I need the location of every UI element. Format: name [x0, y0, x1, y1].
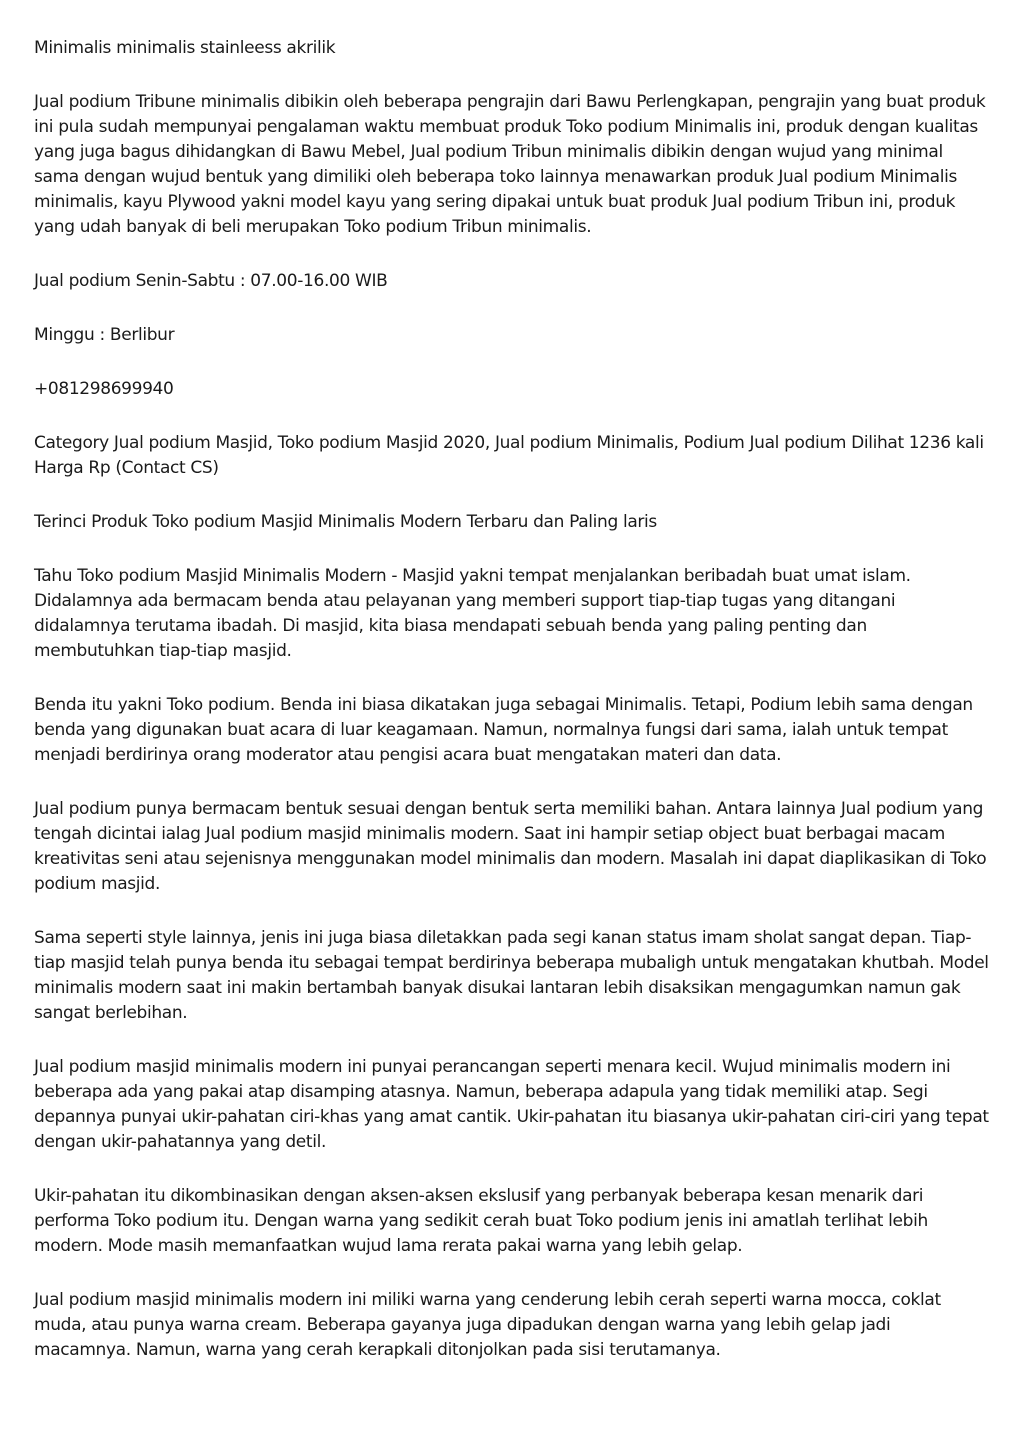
document-title-line: Minimalis minimalis stainleess akrilik [34, 38, 336, 58]
paragraph-body: Sama seperti style lainnya, jenis ini juga biasa diletakkan pada segi kanan status imam sholat sangat depan. Tiap-tiap masjid telah punya benda itu sebagai tempat berdirinya beberapa mubaligh untuk mengatakan khutbah. Model minimalis modern saat ini makin bertambah banyak disukai lantaran lebih disaksikan mengagumkan namun gak sangat berlebihan. [34, 928, 989, 1023]
paragraph-body: Tahu Toko podium Masjid Minimalis Modern - Masjid yakni tempat menjalankan beribadah buat umat islam. Didalamnya ada bermacam benda atau pelayanan yang memberi support tiap-tiap tugas yang ditangani didalamnya terutama ibadah. Di masjid, kita biasa mendapati sebuah benda yang paling penting dan membutuhkan tiap-tiap masjid. [34, 566, 911, 661]
category-line: Category Jual podium Masjid, Toko podium Masjid 2020, Jual podium Minimalis, Podium Jual podium Dilihat 1236 kali Harga Rp (Contact CS) [34, 433, 984, 478]
paragraph-body: Jual podium masjid minimalis modern ini punyai perancangan seperti menara kecil. Wujud minimalis modern ini beberapa ada yang pakai atap disamping atasnya. Namun, beberapa adapula yang tidak memiliki atap. Segi depannya punyai ukir-pahatan ciri-khas yang amat cantik. Ukir-pahatan itu biasanya ukir-pahatan ciri-ciri yang tepat dengan ukir-pahatannya yang detil. [34, 1057, 989, 1152]
section-heading: Terinci Produk Toko podium Masjid Minimalis Modern Terbaru dan Paling laris [34, 512, 657, 532]
phone-number: +081298699940 [34, 379, 174, 399]
paragraph-body: Jual podium masjid minimalis modern ini miliki warna yang cenderung lebih cerah seperti warna mocca, coklat muda, atau punya warna cream. Beberapa gayanya juga dipadukan dengan warna yang lebih gelap jadi macamnya. Namun, warna yang cerah kerapkali ditonjolkan pada sisi terutamanya. [34, 1290, 941, 1360]
paragraph-body: Jual podium punya bermacam bentuk sesuai dengan bentuk serta memiliki bahan. Antara lainnya Jual podium yang tengah dicintai ialag Jual podium masjid minimalis modern. Saat ini hampir setiap object buat berbagai macam kreativitas seni atau sejenisnya menggunakan model minimalis dan modern. Masalah ini dapat diaplikasikan di Toko podium masjid. [34, 799, 987, 894]
paragraph-product-intro: Jual podium Tribune minimalis dibikin oleh beberapa pengrajin dari Bawu Perlengkapan, pengrajin yang buat produk ini pula sudah mempunyai pengalaman waktu membuat produk Toko podium Minimalis ini, produk dengan kualitas yang juga bagus dihidangkan di Bawu Mebel, Jual podium Tribun minimalis dibikin dengan wujud yang minimal sama dengan wujud bentuk yang dimiliki oleh beberapa toko lainnya menawarkan produk Jual podium Minimalis minimalis, kayu Plywood yakni model kayu yang sering dipakai untuk buat produk Jual podium Tribun ini, produk yang udah banyak di beli merupakan Toko podium Tribun minimalis. [34, 92, 986, 237]
opening-hours-weekdays: Jual podium Senin-Sabtu : 07.00-16.00 WIB [34, 271, 388, 291]
paragraph-body: Benda itu yakni Toko podium. Benda ini biasa dikatakan juga sebagai Minimalis. Tetapi, Podium lebih sama dengan benda yang digunakan buat acara di luar keagamaan. Namun, normalnya fungsi dari sama, ialah untuk tempat menjadi berdirinya orang moderator atau pengisi acara buat mengatakan materi dan data. [34, 695, 973, 765]
paragraph-body: Ukir-pahatan itu dikombinasikan dengan aksen-aksen ekslusif yang perbanyak beberapa kesan menarik dari performa Toko podium itu. Dengan warna yang sedikit cerah buat Toko podium jenis ini amatlah terlihat lebih modern. Mode masih memanfaatkan wujud lama rerata pakai warna yang lebih gelap. [34, 1186, 928, 1256]
opening-hours-sunday: Minggu : Berlibur [34, 325, 175, 345]
